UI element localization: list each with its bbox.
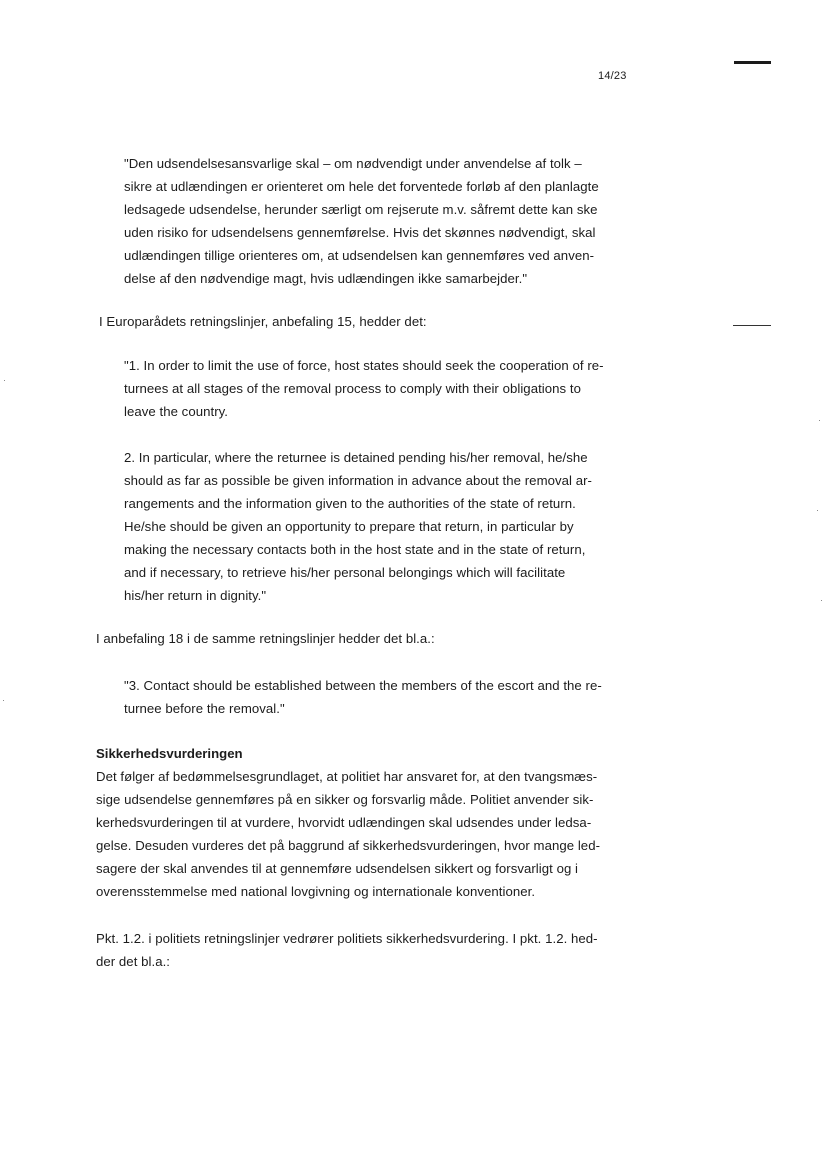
text-line: delse af den nødvendige magt, hvis udlændingen ikke samarbejder." [124,271,528,286]
paragraph-security-assessment [96,765,600,903]
text-line: I anbefaling 18 i de samme retningslinjer hedder det bl.a.: [96,631,435,646]
text-line: Det følger af bedømmelsesgrundlaget, at politiet har ansvaret for, at den tvangsmæs- [96,769,598,784]
scan-speck [821,600,822,601]
scan-speck [819,420,820,421]
quote-danish-guideline [124,152,599,290]
text-line: sagere der skal anvendes til at gennemføre udsendelsen sikkert og forsvarligt og i [96,861,579,876]
text-line: "3. Contact should be established between the members of the escort and the re- [124,678,602,693]
text-line: sige udsendelse gennemføres på en sikker og forsvarlig måde. Politiet anvender sik- [96,792,594,807]
text-line: "1. In order to limit the use of force, host states should seek the cooperation of re- [124,358,604,373]
text-line: gelse. Desuden vurderes det på baggrund af sikkerhedsvurderingen, hvor mange led- [96,838,601,853]
text-line: and if necessary, to retrieve his/her personal belongings which will facilitate [124,565,566,580]
text-line: 2. In particular, where the returnee is detained pending his/her removal, he/she [124,450,588,465]
text-line: ledsagede udsendelse, herunder særligt om rejserute m.v. såfremt dette kan ske [124,202,598,217]
text-line: udlændingen tillige orienteres om, at udsendelsen kan gennemføres ved anven- [124,248,595,263]
quote-recommendation-18-point-3 [124,674,602,720]
scan-speck [3,700,4,701]
margin-mark-middle [733,325,771,326]
text-line: rangements and the information given to the authorities of the state of return. [124,496,576,511]
text-line: He/she should be given an opportunity to prepare that return, in particular by [124,519,574,534]
section-heading: Sikkerhedsvurderingen [96,746,243,761]
scan-speck [4,380,5,381]
scan-speck [817,510,818,511]
text-line: leave the country. [124,404,229,419]
quote-recommendation-15-point-1 [124,354,604,423]
text-line: I Europarådets retningslinjer, anbefaling 15, hedder det: [99,314,427,329]
text-line: turnees at all stages of the removal process to comply with their obligations to [124,381,581,396]
text-line: Pkt. 1.2. i politiets retningslinjer vedrører politiets sikkerhedsvurdering. I pkt. 1.2. hed- [96,931,598,946]
text-line: sikre at udlændingen er orienteret om hele det forventede forløb af den planlagte [124,179,599,194]
text-line: his/her return in dignity." [124,588,267,603]
paragraph-police-guidelines [96,927,598,973]
paragraph-recommendation-15-intro [99,310,427,333]
text-line: "Den udsendelsesansvarlige skal – om nødvendigt under anvendelse af tolk – [124,156,582,171]
text-line: should as far as possible be given information in advance about the removal ar- [124,473,592,488]
paragraph-recommendation-18-intro [96,627,435,650]
margin-mark-top [734,61,771,64]
text-line: overensstemmelse med national lovgivning og internationale konventioner. [96,884,536,899]
text-line: kerhedsvurderingen til at vurdere, hvorvidt udlændingen skal udsendes under ledsa- [96,815,592,830]
text-line: uden risiko for udsendelsens gennemførelse. Hvis det skønnes nødvendigt, skal [124,225,596,240]
text-line: making the necessary contacts both in the host state and in the state of return, [124,542,586,557]
text-line: turnee before the removal." [124,701,285,716]
text-line: der det bl.a.: [96,954,171,969]
quote-recommendation-15-point-2 [124,446,592,607]
page-number: 14/23 [598,70,627,82]
